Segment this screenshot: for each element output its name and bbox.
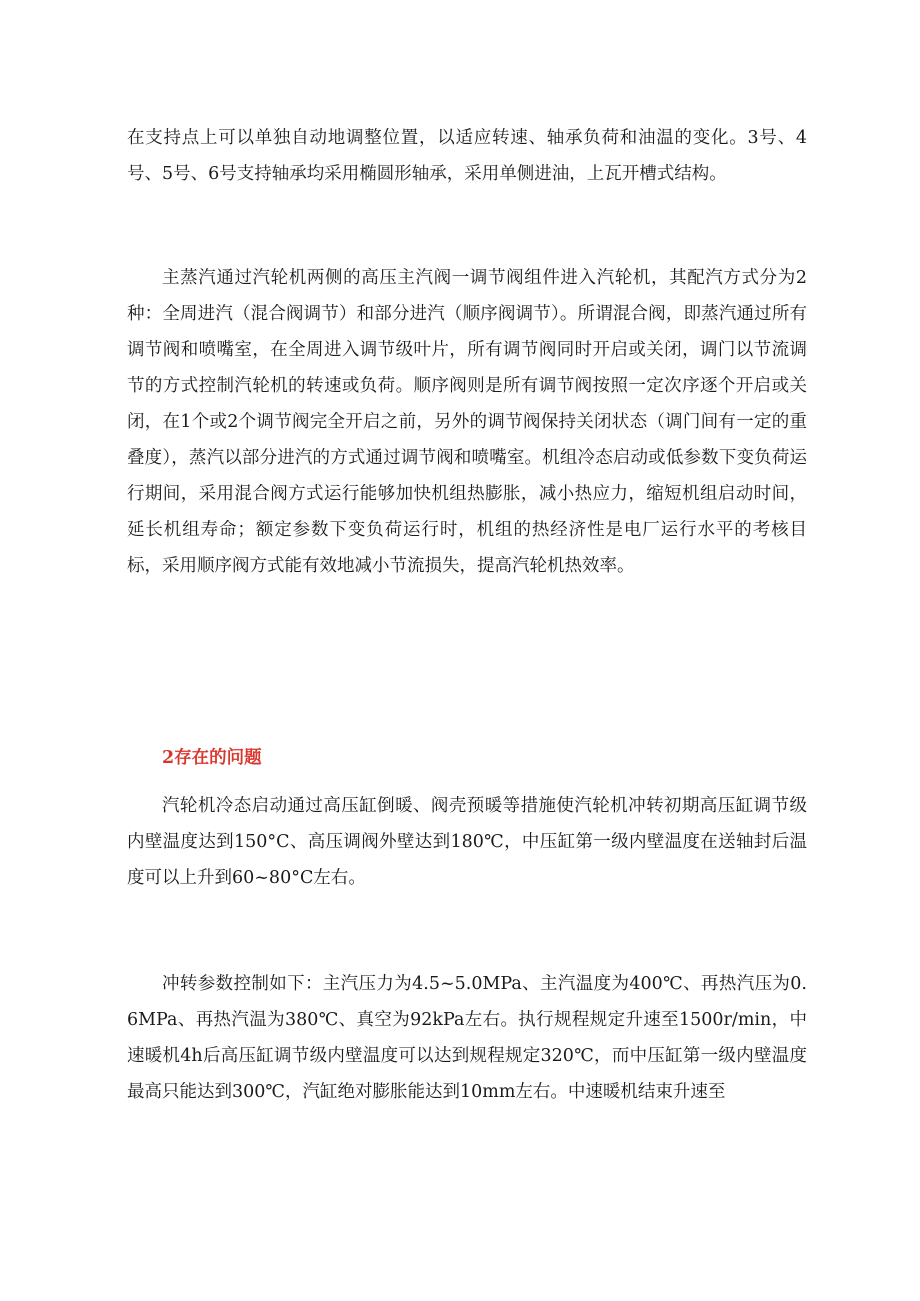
section-heading: 2存在的问题 (162, 748, 262, 768)
paragraph-rolling-parameters: 冲转参数控制如下：主汽压力为4.5~5.0MPa、主汽温度为400℃、再热汽压为0.6MPa、再热汽温为380℃、真空为92kPa左右。执行规程规定升速至1500r/min，中速暖机4h后高压缸调节级内壁温度可以达到规程规定320℃，而中压缸第一级内壁温度最高只能达到300℃，汽缸绝对膨胀能达到10mm左右。中速暖机结束升速至 (127, 974, 807, 1102)
paragraph-bearing-structure: 在支持点上可以单独自动地调整位置，以适应转速、轴承负荷和油温的变化。3号、4号、5号、6号支持轴承均采用椭圆形轴承，采用单侧进油，上瓦开槽式结构。 (127, 128, 807, 184)
paragraph-cold-start: 汽轮机冷态启动通过高压缸倒暖、阀壳预暖等措施使汽轮机冲转初期高压缸调节级内壁温度达到150°C、高压调阀外壁达到180℃，中压缸第一级内壁温度在送轴封后温度可以上升到60~80°C左右。 (127, 796, 807, 888)
paragraph-steam-admission: 主蒸汽通过汽轮机两侧的高压主汽阀一调节阀组件进入汽轮机，其配汽方式分为2种：全周进汽（混合阀调节）和部分进汽（顺序阀调节）。所谓混合阀，即蒸汽通过所有调节阀和喷嘴室，在全周进入调节级叶片，所有调节阀同时开启或关闭，调门以节流调节的方式控制汽轮机的转速或负荷。顺序阀则是所有调节阀按照一定次序逐个开启或关闭，在1个或2个调节阀完全开启之前，另外的调节阀保持关闭状态（调门间有一定的重叠度），蒸汽以部分进汽的方式通过调节阀和喷嘴室。机组冷态启动或低参数下变负荷运行期间，采用混合阀方式运行能够加快机组热膨胀，减小热应力，缩短机组启动时间，延长机组寿命；额定参数下变负荷运行时，机组的热经济性是电厂运行水平的考核目标，采用顺序阀方式能有效地减小节流损失，提高汽轮机热效率。 (127, 268, 807, 576)
